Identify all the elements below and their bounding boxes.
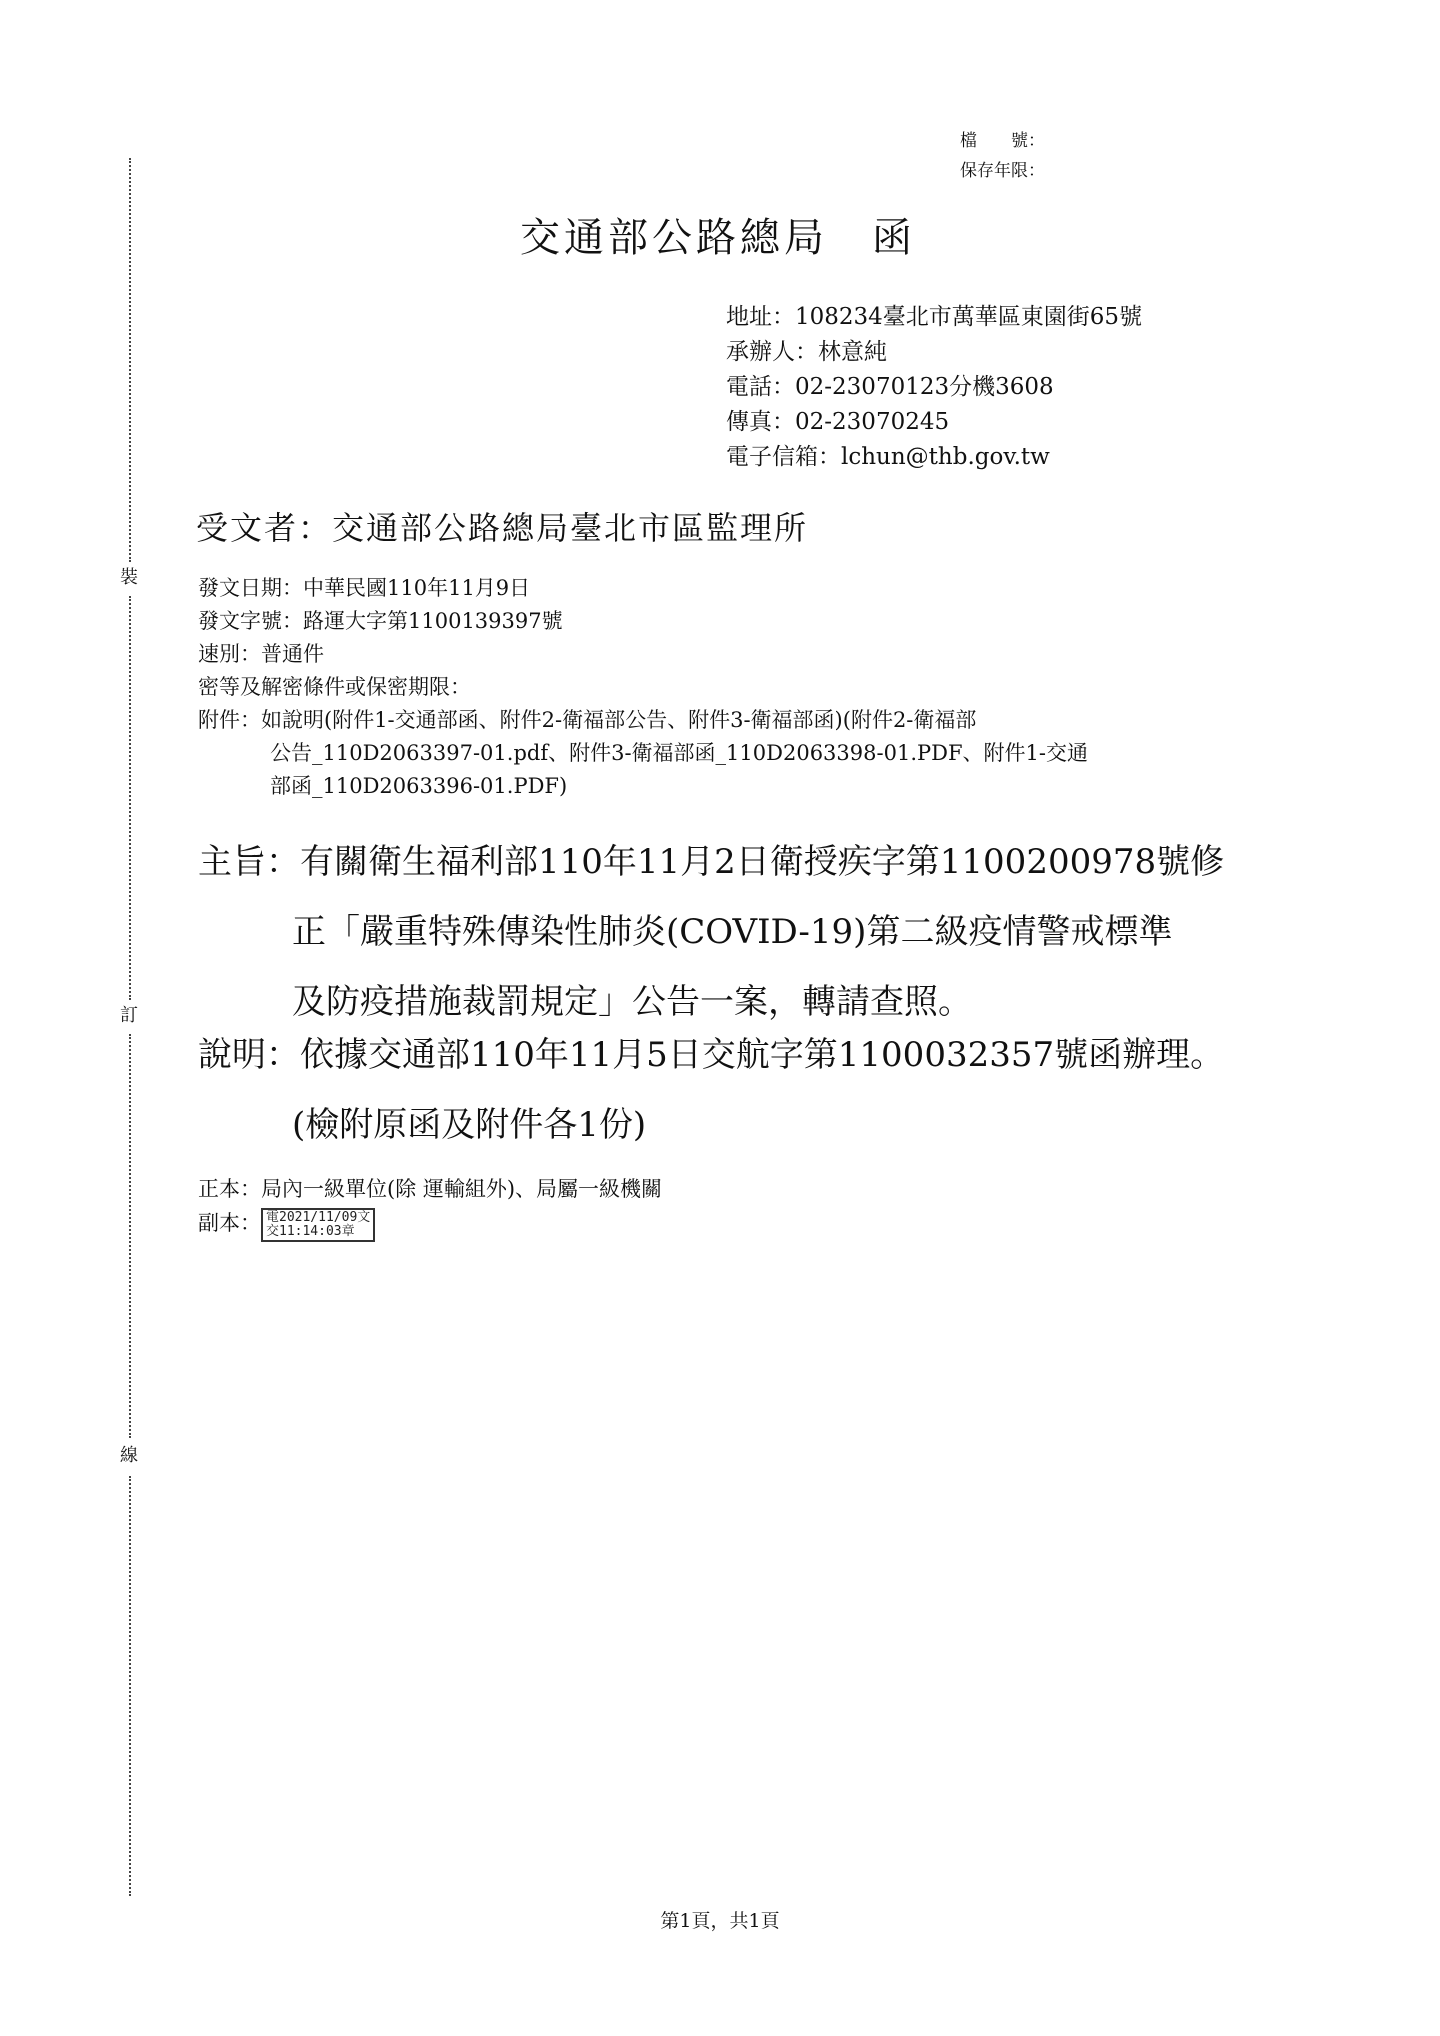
e-document-stamp <box>261 1208 375 1242</box>
subject-section <box>198 827 1224 1037</box>
attachments-line-2: 公告_110D2063397-01.pdf、附件3-衛福部函_110D2063398-01.PDF、附件1-交通 <box>270 741 1088 765</box>
explanation-section <box>198 1020 1224 1160</box>
binding-dotted-line-bottom <box>129 1476 131 1896</box>
contact-email: 電子信箱：lchun@thb.gov.tw <box>726 444 1050 470</box>
binding-dotted-line-lower-mid <box>129 1034 131 1438</box>
contact-block <box>726 300 1142 475</box>
binding-dotted-line-top <box>129 158 131 562</box>
contact-fax: 傳真：02-23070245 <box>726 409 950 435</box>
page-number: 第1頁，共1頁 <box>660 1910 780 1932</box>
document-meta <box>198 572 1298 803</box>
document-number: 發文字號：路運大字第1100139397號 <box>198 609 563 633</box>
stamp-line-1: 電2021/11/09文 <box>266 1209 371 1225</box>
subject-line-2: 正「嚴重特殊傳染性肺炎(COVID-19)第二級疫情警戒標準 <box>292 912 1173 952</box>
archive-retention-period: 保存年限： <box>960 161 1045 181</box>
binding-char-ding: 訂 <box>120 1005 138 1026</box>
original-recipients: 正本：局內一級單位(除 運輸組外)、局屬一級機關 <box>198 1177 663 1201</box>
subject-line-1: 主旨：有關衛生福利部110年11月2日衛授疾字第1100200978號修 <box>198 842 1225 882</box>
recipient: 受文者：交通部公路總局臺北市區監理所 <box>196 509 809 547</box>
document-title: 交通部公路總局 函 <box>520 215 916 261</box>
archive-file-number: 檔 號： <box>960 131 1045 151</box>
delivery-speed: 速別：普通件 <box>198 642 324 666</box>
binding-dotted-line-upper-mid <box>129 596 131 1000</box>
contact-handler: 承辦人：林意純 <box>726 339 887 365</box>
explanation-line-1: 說明：依據交通部110年11月5日交航字第1100032357號函辦理。 <box>198 1035 1225 1075</box>
copy-recipients <box>198 1206 662 1242</box>
attachments-line-1: 附件：如說明(附件1-交通部函、附件2-衛福部公告、附件3-衛福部函)(附件2-衛福部 <box>198 708 977 732</box>
binding-char-zhuang: 裝 <box>120 567 138 588</box>
issue-date: 發文日期：中華民國110年11月9日 <box>198 576 531 600</box>
binding-char-xian: 線 <box>120 1445 138 1466</box>
subject-line-3: 及防疫措施裁罰規定」公告一案，轉請查照。 <box>292 982 972 1022</box>
attachments-line-3: 部函_110D2063396-01.PDF) <box>270 774 568 798</box>
distribution-section <box>198 1172 662 1242</box>
contact-address: 地址：108234臺北市萬華區東園街65號 <box>726 304 1143 330</box>
explanation-line-2: (檢附原函及附件各1份) <box>292 1105 647 1145</box>
contact-phone: 電話：02-23070123分機3608 <box>726 374 1054 400</box>
stamp-line-2: 交11:14:03章 <box>266 1223 355 1239</box>
copy-label: 副本： <box>198 1211 261 1235</box>
secrecy-level: 密等及解密條件或保密期限： <box>198 675 471 699</box>
